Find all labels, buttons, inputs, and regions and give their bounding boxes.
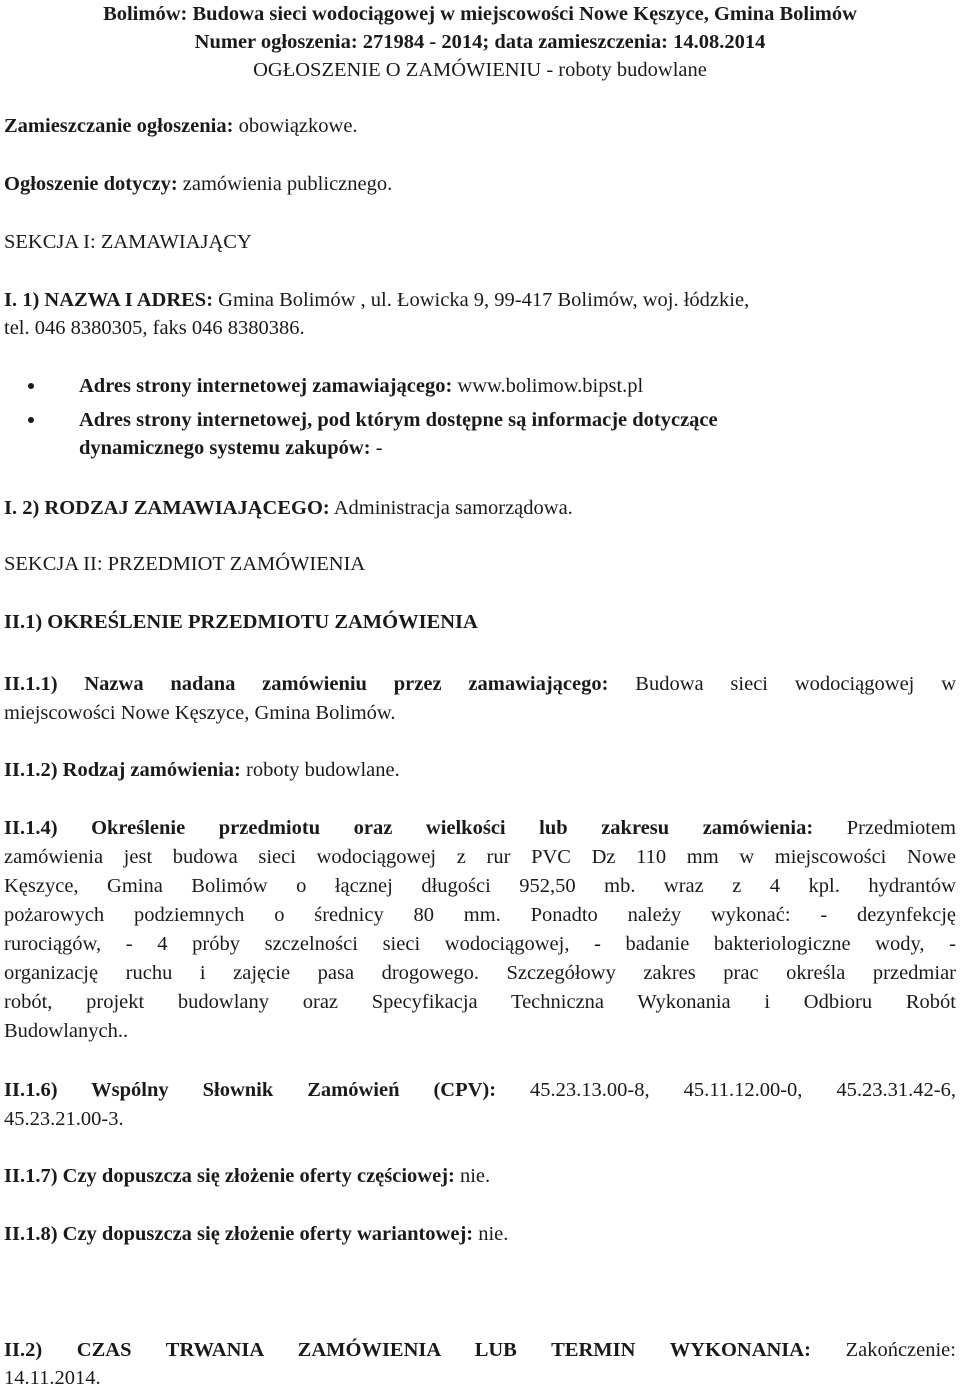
duration-line-2: 14.11.2014. <box>4 1367 101 1389</box>
website-label: Adres strony internetowej zamawiającego: <box>79 375 453 397</box>
announcement-type: OGŁOSZENIE O ZAMÓWIENIU - roboty budowlane <box>253 59 707 81</box>
posting-label: Zamieszczanie ogłoszenia: <box>4 115 234 137</box>
cpv-value: 45.23.13.00-8, 45.11.12.00-0, 45.23.31.42-6, <box>496 1079 956 1101</box>
scope-line: robót, projekt budowlany oraz Specyfikacja Techniczna Wykonania i Odbioru Robót <box>4 991 956 1013</box>
name-address-line-2: tel. 046 8380305, faks 046 8380386. <box>4 317 305 339</box>
order-kind-label: II.1.2) Rodzaj zamówienia: <box>4 759 241 781</box>
partial-offer-label: II.1.7) Czy dopuszcza się złożenie oferty częściowej: <box>4 1165 455 1187</box>
name-address-label: I. 1) NAZWA I ADRES: <box>4 289 214 311</box>
contracting-type-line <box>4 494 956 522</box>
section-2-heading: SEKCJA II: PRZEDMIOT ZAMÓWIENIA <box>4 553 366 575</box>
duration-line-1 <box>4 1336 956 1364</box>
order-name-label: II.1.1) Nazwa nadana zamówieniu przez zamawiającego: <box>4 673 609 695</box>
scope-label: II.1.4) Określenie przedmiotu oraz wielkości lub zakresu zamówienia: <box>4 817 814 839</box>
concerns-value: zamówienia publicznego. <box>177 173 393 195</box>
posting-line <box>4 112 956 140</box>
doc-title: Bolimów: Budowa sieci wodociągowej w miejscowości Nowe Kęszyce, Gmina Bolimów <box>103 3 857 25</box>
dps-label: dynamicznego systemu zakupów: <box>79 437 371 459</box>
order-kind-value: roboty budowlane. <box>240 759 400 781</box>
scope-line: pożarowych podziemnych o średnicy 80 mm. Ponadto należy wykonać: - dezynfekcję <box>4 904 956 926</box>
duration-label: II.2) CZAS TRWANIA ZAMÓWIENIA LUB TERMIN WYKONANIA: <box>4 1339 811 1361</box>
contracting-type-label: I. 2) RODZAJ ZAMAWIAJĄCEGO: <box>4 497 330 519</box>
scope-line: Budowlanych.. <box>4 1020 129 1042</box>
section-1-heading: SEKCJA I: ZAMAWIAJĄCY <box>4 231 252 253</box>
variant-offer-label: II.1.8) Czy dopuszcza się złożenie oferty wariantowej: <box>4 1223 474 1245</box>
scope-line: Kęszyce, Gmina Bolimów o łącznej długości 952,50 mb. wraz z 4 kpl. hydrantów <box>4 875 956 897</box>
concerns-line <box>4 170 956 198</box>
cpv-line-1 <box>4 1076 956 1104</box>
cpv-label: II.1.6) Wspólny Słownik Zamówień (CPV): <box>4 1079 497 1101</box>
dps-line-1: Adres strony internetowej, pod którym dostępne są informacje dotyczące <box>79 409 718 431</box>
order-name-line-2: miejscowości Nowe Kęszyce, Gmina Bolimów. <box>4 702 396 724</box>
cpv-line-2: 45.23.21.00-3. <box>4 1108 124 1130</box>
scope-line-1 <box>4 814 956 842</box>
name-address-line-1 <box>4 286 956 314</box>
partial-offer-line <box>4 1162 956 1190</box>
order-kind-line <box>4 756 956 784</box>
website-value: www.bolimow.bipst.pl <box>452 375 644 397</box>
posting-value: obowiązkowe. <box>233 115 358 137</box>
variant-offer-line <box>4 1220 956 1248</box>
bullet-icon <box>28 417 34 423</box>
scope-line: rurociągów, - 4 próby szczelności sieci wodociągowej, - badanie bakteriologiczne wody, - <box>4 933 956 955</box>
variant-offer-value: nie. <box>473 1223 509 1245</box>
order-name-line-1 <box>4 670 956 698</box>
scope-value: Przedmiotem <box>813 817 956 839</box>
order-name-value: Budowa sieci wodociągowej w <box>608 673 956 695</box>
dps-value: - <box>370 437 383 459</box>
contracting-type-value: Administracja samorządowa. <box>329 497 573 519</box>
scope-line: zamówienia jest budowa sieci wodociągowej z rur PVC Dz 110 mm w miejscowości Nowe <box>4 846 956 868</box>
subject-heading: II.1) OKREŚLENIE PRZEDMIOTU ZAMÓWIENIA <box>4 611 478 633</box>
website-line <box>79 372 956 400</box>
partial-offer-value: nie. <box>454 1165 491 1187</box>
name-address-value: Gmina Bolimów , ul. Łowicka 9, 99-417 Bolimów, woj. łódzkie, <box>213 289 750 311</box>
bullet-icon <box>28 383 34 389</box>
dps-line-2 <box>79 434 956 462</box>
announcement-number: Numer ogłoszenia: 271984 - 2014; data zamieszczenia: 14.08.2014 <box>194 31 766 53</box>
scope-line: organizację ruchu i zajęcie pasa drogowego. Szczegółowy zakres prac określa przedmiar <box>4 962 956 984</box>
concerns-label: Ogłoszenie dotyczy: <box>4 173 178 195</box>
duration-value: Zakończenie: <box>810 1339 956 1361</box>
